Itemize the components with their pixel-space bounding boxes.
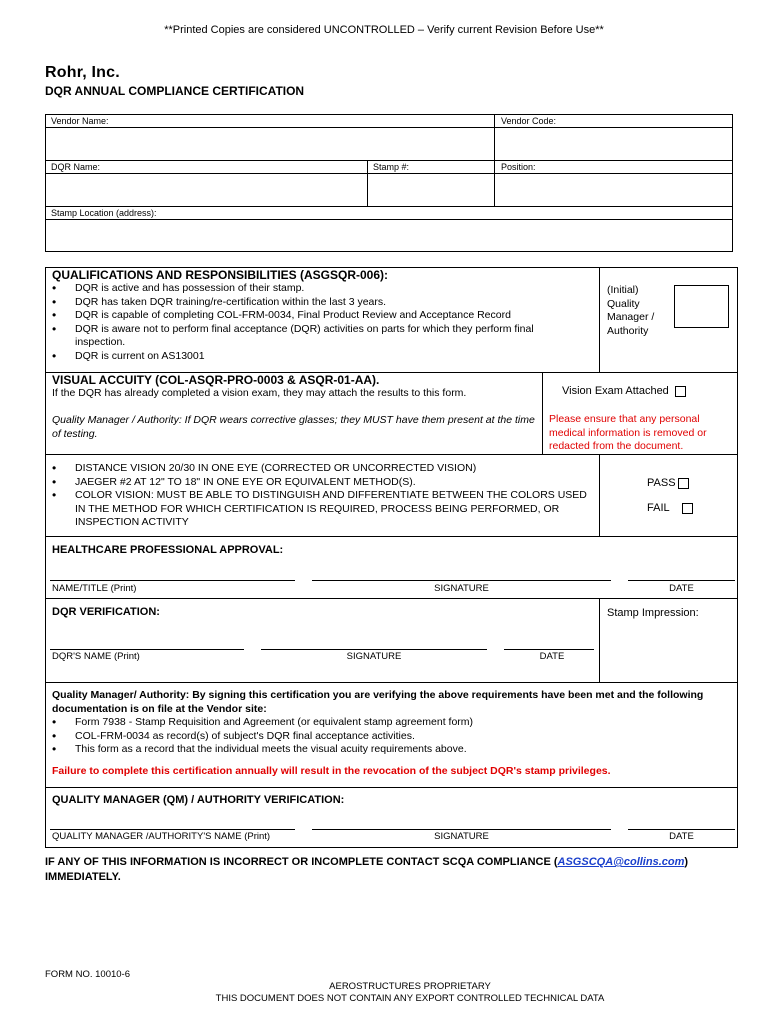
dqr-verification-heading: DQR VERIFICATION:	[52, 606, 160, 618]
healthcare-signature-field[interactable]	[312, 564, 611, 580]
visual-acuity-intro: If the DQR has already completed a vision exam, they may attach the results to this form.	[52, 387, 467, 399]
dqr-signature-field[interactable]	[261, 633, 487, 649]
vendor-name-field[interactable]	[46, 128, 494, 160]
fail-label: FAIL	[647, 502, 670, 514]
contact-notice	[45, 855, 735, 885]
vision-exam-attached-label: Vision Exam Attached	[562, 385, 669, 397]
dqr-name-print-field[interactable]	[50, 633, 244, 649]
qm-documentation-list	[52, 716, 712, 757]
list-item: • This form as a record that the individual meets the visual acuity requirements above.	[52, 743, 712, 757]
privacy-note: Please ensure that any personal medical information is removed or redacted from the document.	[549, 413, 707, 452]
vision-exam-attached	[562, 385, 686, 397]
list-item: • JAEGER #2 AT 12" TO 18" IN ONE EYE OR EQUIVALENT METHOD(S).	[52, 476, 592, 490]
list-item: • DQR is current on AS13001	[52, 350, 582, 364]
healthcare-signature-label: SIGNATURE	[434, 583, 489, 594]
visual-acuity-heading: VISUAL ACCUITY (COL-ASQR-PRO-0003 & ASQR-01-AA).	[52, 373, 380, 387]
list-item: • Form 7938 - Stamp Requisition and Agreement (or equivalent stamp agreement form)	[52, 716, 712, 730]
vendor-code-field[interactable]	[495, 128, 732, 160]
qm-verification-heading: QUALITY MANAGER (QM) / AUTHORITY VERIFICATION:	[52, 794, 345, 806]
healthcare-heading: HEALTHCARE PROFESSIONAL APPROVAL:	[52, 544, 284, 556]
stamp-number-field[interactable]	[368, 174, 494, 206]
pass-checkbox[interactable]	[678, 478, 689, 489]
qm-name-field[interactable]	[50, 813, 295, 829]
vendor-name-label: Vendor Name:	[51, 116, 109, 126]
pass-option	[647, 477, 689, 489]
company-name: Rohr, Inc.	[45, 64, 120, 81]
stamp-location-field[interactable]	[46, 220, 732, 251]
qm-statement-heading: Quality Manager/ Authority: By signing this certification you are verifying the above requirements have been met and the following documentation is on file at the Vendor site:	[52, 689, 704, 715]
form-number: FORM NO. 10010-6	[45, 969, 130, 980]
contact-text: IF ANY OF THIS INFORMATION IS INCORRECT OR INCOMPLETE CONTACT SCQA COMPLIANCE (	[45, 856, 558, 868]
dqr-date-field[interactable]	[504, 633, 594, 649]
stamp-location-label: Stamp Location (address):	[51, 208, 157, 218]
list-item: • COLOR VISION: MUST BE ABLE TO DISTINGUISH AND DIFFERENTIATE BETWEEN THE COLORS USED IN THE METHOD FOR WHICH CERTIFICATION IS REQUIRED, PROCESS BEING PERFORMED, OR INSPECTION ACTIVITY	[52, 489, 592, 530]
dqr-signature-label: SIGNATURE	[346, 651, 402, 662]
vendor-info-table	[45, 114, 733, 252]
qm-date-field[interactable]	[628, 813, 735, 829]
list-item: • DQR has taken DQR training/re-certification within the last 3 years.	[52, 296, 582, 310]
contact-email-link[interactable]: ASGSCQA@collins.com	[557, 856, 685, 868]
initial-box[interactable]	[674, 285, 729, 328]
contact-text-immediately: IMMEDIATELY.	[45, 871, 121, 883]
dqr-name-print-label: DQR'S NAME (Print)	[52, 651, 140, 662]
corrective-glasses-note: Quality Manager / Authority: If DQR wears corrective glasses; they MUST have them present at the time of testing.	[52, 414, 535, 440]
certification-table	[45, 267, 738, 848]
qualifications-list	[52, 282, 582, 363]
healthcare-date-label: DATE	[669, 583, 694, 594]
stamp-impression-label: Stamp Impression:	[607, 607, 699, 619]
pass-label: PASS	[647, 477, 676, 489]
dqr-name-field[interactable]	[46, 174, 367, 206]
form-title: DQR ANNUAL COMPLIANCE CERTIFICATION	[45, 84, 305, 98]
uncontrolled-banner: **Printed Copies are considered UNCONTROLLED – Verify current Revision Before Use**	[164, 24, 604, 36]
healthcare-name-title-label: NAME/TITLE (Print)	[52, 583, 137, 594]
initial-label: (Initial) Quality Manager / Authority	[607, 284, 655, 337]
proprietary-notice: AEROSTRUCTURES PROPRIETARY	[329, 981, 491, 992]
fail-option	[647, 502, 693, 514]
stamp-impression-field[interactable]	[600, 623, 737, 681]
revocation-warning: Failure to complete this certification annually will result in the revocation of the subject DQR's stamp privileges.	[52, 765, 611, 777]
position-label: Position:	[501, 162, 536, 172]
list-item: • COL-FRM-0034 as record(s) of subject's DQR final acceptance activities.	[52, 730, 712, 744]
dqr-name-label: DQR Name:	[51, 162, 101, 172]
fail-checkbox[interactable]	[682, 503, 693, 514]
qm-name-label: QUALITY MANAGER /AUTHORITY'S NAME (Print)	[52, 831, 271, 842]
contact-text-close: )	[684, 856, 689, 868]
vendor-code-label: Vendor Code:	[501, 116, 557, 126]
vision-exam-attached-checkbox[interactable]	[675, 386, 686, 397]
stamp-number-label: Stamp #:	[373, 162, 410, 172]
healthcare-name-field[interactable]	[50, 564, 295, 580]
list-item: • DQR is active and has possession of their stamp.	[52, 282, 582, 296]
list-item: • DQR is capable of completing COL-FRM-0034, Final Product Review and Acceptance Record	[52, 309, 582, 323]
qm-signature-field[interactable]	[312, 813, 611, 829]
dqr-date-label: DATE	[539, 651, 565, 662]
list-item: • DISTANCE VISION 20/30 IN ONE EYE (CORRECTED OR UNCORRECTED VISION)	[52, 462, 592, 476]
list-item: • DQR is aware not to perform final acceptance (DQR) activities on parts for which they perform final inspection.	[52, 323, 582, 350]
qualifications-heading: QUALIFICATIONS AND RESPONSIBILITIES (ASGSQR-006):	[52, 268, 389, 282]
qm-date-label: DATE	[669, 831, 694, 842]
position-field[interactable]	[495, 174, 732, 206]
vision-tests-list	[52, 462, 592, 530]
healthcare-date-field[interactable]	[628, 564, 735, 580]
export-notice: THIS DOCUMENT DOES NOT CONTAIN ANY EXPORT CONTROLLED TECHNICAL DATA	[215, 993, 605, 1004]
qm-signature-label: SIGNATURE	[434, 831, 489, 842]
